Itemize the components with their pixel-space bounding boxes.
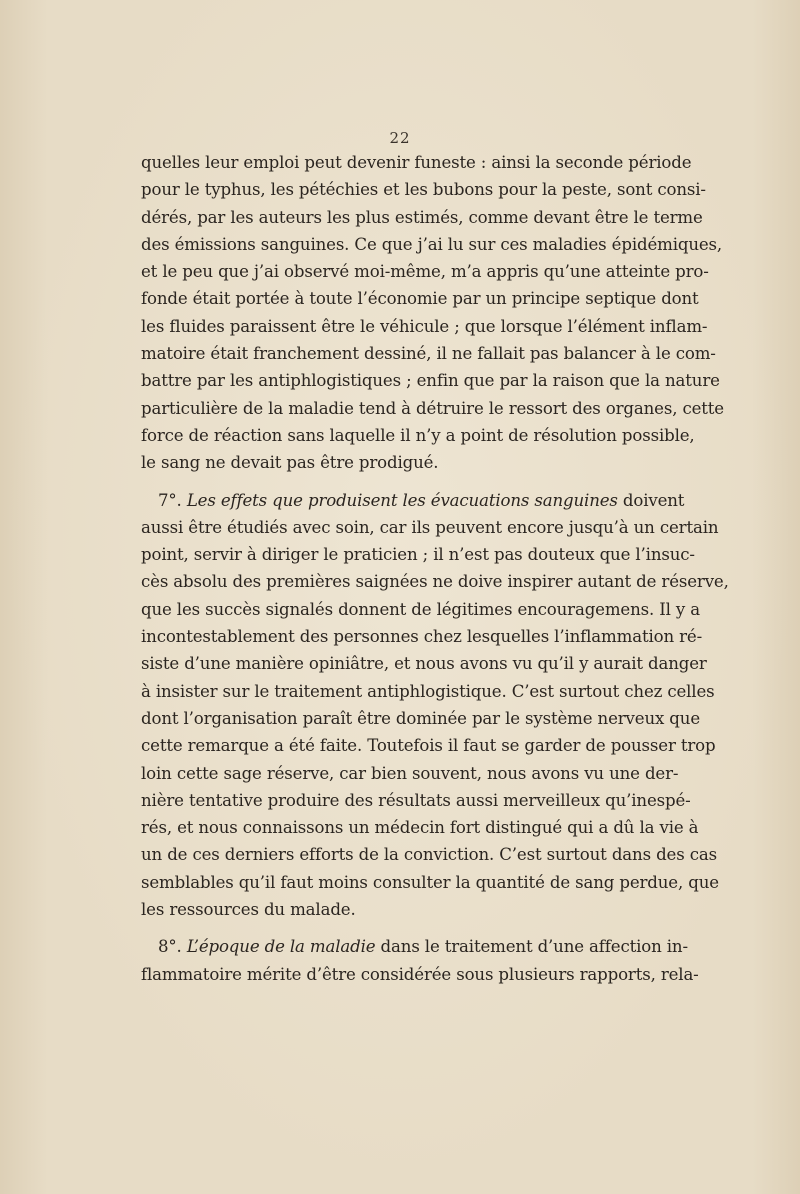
text-line: battre par les antiphlogistiques ; enfin que par la raison que la nature [141, 371, 720, 391]
paragraph [141, 487, 729, 924]
text-line: loin cette sage réserve, car bien souvent, nous avons vu une der- [141, 763, 679, 783]
text-line: aussi être étudiés avec soin, car ils peuvent encore jusqu’à un certain [141, 517, 719, 537]
text-line: point, servir à diriger le praticien ; il n’est pas douteux que l’insuc- [141, 545, 695, 565]
paragraph [141, 933, 699, 988]
text-line: semblables qu’il faut moins consulter la quantité de sang perdue, que [141, 872, 719, 892]
text-line: rés, et nous connaissons un médecin fort distingué qui a dû la vie à [141, 818, 699, 838]
text-line: que les succès signalés donnent de légitimes encouragemens. Il y a [141, 599, 701, 619]
text-line: 7°. Les effets que produisent les évacuations sanguines doivent [158, 490, 685, 510]
text-line: les ressources du malade. [141, 900, 356, 920]
page-number: 22 [389, 129, 411, 147]
text-line: pour le typhus, les pétéchies et les bubons pour la peste, sont consi- [141, 180, 706, 200]
text-line: force de réaction sans laquelle il n’y a point de résolution possible, [141, 425, 695, 445]
text-line: un de ces derniers efforts de la conviction. C’est surtout dans des cas [141, 845, 717, 865]
text-line: cès absolu des premières saignées ne doive inspirer autant de réserve, [141, 572, 729, 592]
text-line: et le peu que j’ai observé moi-même, m’a appris qu’une atteinte pro- [141, 262, 709, 282]
italic-phrase: Les effets que produisent les évacuations sanguines [186, 490, 618, 510]
text-line: les fluides paraissent être le véhicule ; que lorsque l’élément inflam- [141, 316, 708, 336]
italic-phrase: L’époque de la maladie [186, 937, 376, 957]
text-line: dérés, par les auteurs les plus estimés, comme devant être le terme [141, 207, 703, 227]
text-line: le sang ne devait pas être prodigué. [141, 453, 439, 473]
text-line: particulière de la maladie tend à détruire le ressort des organes, cette [141, 398, 724, 418]
text-line: cette remarque a été faite. Toutefois il faut se garder de pousser trop [141, 736, 716, 756]
text-line: quelles leur emploi peut devenir funeste : ainsi la seconde période [141, 153, 692, 172]
text-line: flammatoire mérite d’être considérée sous plusieurs rapports, rela- [141, 964, 699, 984]
paragraph [141, 149, 724, 477]
text-line: fonde était portée à toute l’économie par un principe septique dont [141, 289, 699, 309]
text-line: des émissions sanguines. Ce que j’ai lu sur ces maladies épidémiques, [141, 234, 723, 254]
text-line: à insister sur le traitement antiphlogistique. C’est surtout chez celles [141, 681, 715, 701]
text-line: dont l’organisation paraît être dominée par le système nerveux que [141, 708, 700, 728]
text-line: matoire était franchement dessiné, il ne fallait pas balancer à le com- [141, 344, 716, 364]
text-line: 8°. L’époque de la maladie dans le traitement d’une affection in- [158, 937, 688, 957]
text-line: siste d’une manière opiniâtre, et nous avons vu qu’il y aurait danger [141, 654, 707, 674]
text-line: incontestablement des personnes chez lesquelles l’inflammation ré- [141, 627, 703, 647]
text-line: nière tentative produire des résultats aussi merveilleux qu’inespé- [141, 790, 691, 810]
body-text [141, 149, 729, 988]
